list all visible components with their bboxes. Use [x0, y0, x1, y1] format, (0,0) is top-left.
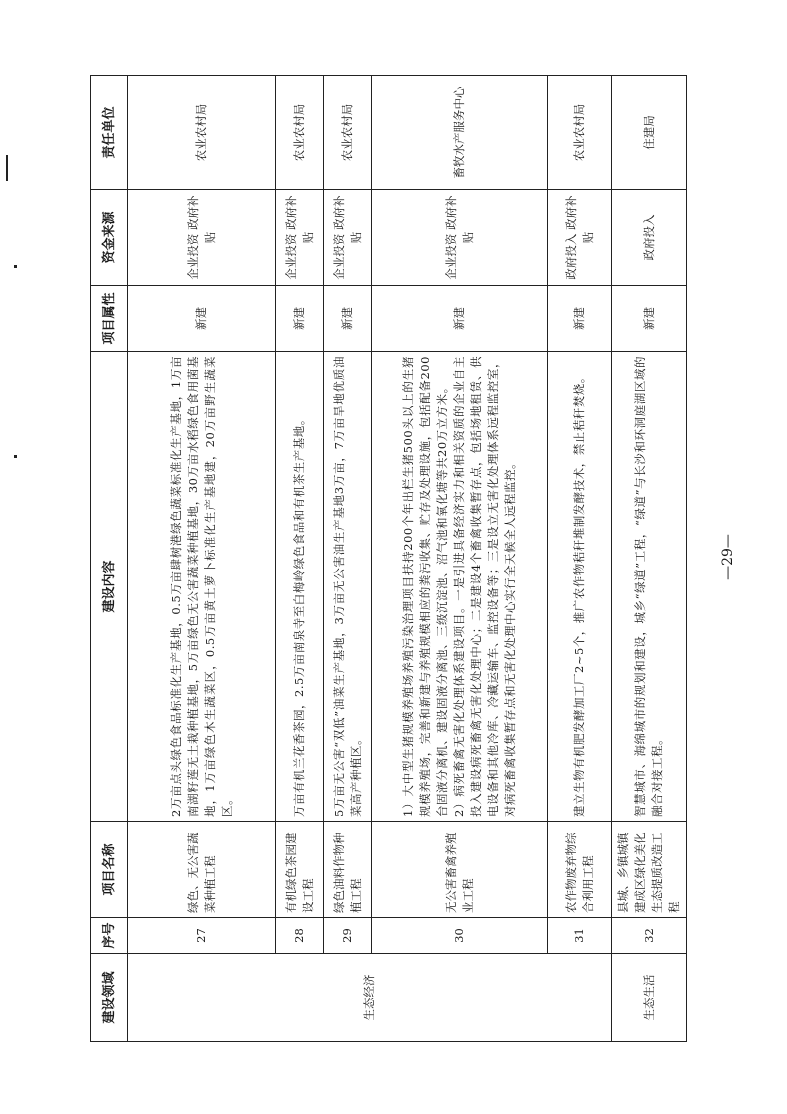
- table-row: [276, 76, 324, 1042]
- table-row: [548, 76, 612, 1042]
- domain-cell-eco: 生态经济: [128, 954, 612, 1042]
- header-unit: 责任单位: [91, 76, 128, 190]
- domain-cell-life: 生态生活: [612, 954, 687, 1042]
- row-unit: 农业农村局: [276, 76, 324, 190]
- content-part-2: 2）病死畜禽无害化处理体系建设项目。一是引进具备经济实力和相关资质的企业自主投入建设病死畜禽无害化处理中心；二是建设4个畜禽收集暂存点，包括场地租赁、供电设备和其他冷库、冷藏运输车、监控设备等；三是设立无害化处理体系远程监控室，对病死畜禽收集暂存点和无害化处理中心实行全天候全人远程监控。: [452, 356, 517, 817]
- page-number: —29—: [720, 534, 736, 580]
- row-no: 30: [372, 918, 548, 954]
- row-attr: 新建: [324, 286, 372, 352]
- row-fund: 政府投入 政府补贴: [548, 190, 612, 286]
- row-name: 绿色油料作物种植工程: [324, 822, 372, 918]
- header-attr: 项目属性: [91, 286, 128, 352]
- row-content: 万亩有机兰花香茶园，2.5万亩南泉寺至白梅岭绿色食品和有机茶生产基地。: [276, 352, 324, 822]
- row-attr: 新建: [128, 286, 276, 352]
- row-fund: 企业投资 政府补贴: [128, 190, 276, 286]
- row-no: 31: [548, 918, 612, 954]
- row-content: 智慧城市、海绵城市的规划和建设，城乡“绿道”工程，“绿道”与长沙和环洞庭湖区域的融合对接工程。: [612, 352, 687, 822]
- row-unit: 农业农村局: [548, 76, 612, 190]
- content-part-1: 1）大中型生猪规模养殖场养殖污染治理项目扶持200个年出栏生猪500头以上的生猪规模养殖场，完善和新建与养殖规模相应的粪污收集、贮存及处理设施，包括配备200台固液分离机、建设固液分离池、三级沉淀池、沼气池和氧化塘等共20万立方米。: [401, 356, 449, 817]
- row-fund: 企业投资 政府补贴: [372, 190, 548, 286]
- row-no: 27: [128, 918, 276, 954]
- row-fund: 政府投入: [612, 190, 687, 286]
- row-content: [372, 352, 548, 822]
- row-name: 农作物废弃物综合利用工程: [548, 822, 612, 918]
- project-table: [90, 75, 687, 1042]
- row-no: 29: [324, 918, 372, 954]
- row-attr: 新建: [548, 286, 612, 352]
- row-name: 绿色、无公害蔬菜种植工程: [128, 822, 276, 918]
- header-content: 建设内容: [91, 352, 128, 822]
- row-content: 2万亩点头绿色食品标准化生产基地，0.5万亩肆树港绿色蔬菜标准化生产基地，1万亩南湖籽莲无土栽种植基地，5万亩绿色无公害蔬菜种植基地，30万亩水稻绿色食用菌基地，1万亩绿色木生蔬菜区，0.5万亩黄土萝卜标准化生产基地建，20万亩野生蔬菜区。: [128, 352, 276, 822]
- row-unit: 住建局: [612, 76, 687, 190]
- row-name: 县城、乡镇城镇建成区绿化美化生态提质改造工程: [612, 822, 687, 918]
- row-no: 28: [276, 918, 324, 954]
- header-row: [91, 76, 128, 1042]
- header-domain: 建设领域: [91, 954, 128, 1042]
- row-name: 无公害畜禽养殖业工程: [372, 822, 548, 918]
- header-fund: 资金来源: [91, 190, 128, 286]
- row-content: 建立生物有机肥发酵加工厂2~5个，推广农作物秸秆堆制发酵技术，禁止秸秆焚烧。: [548, 352, 612, 822]
- row-name: 有机绿色茶园建设工程: [276, 822, 324, 918]
- row-content: 5万亩无公害“双低”油菜生产基地，3万亩无公害油生产基地3万亩，7万亩旱地优质油菜高产种植区。: [324, 352, 372, 822]
- row-fund: 企业投资 政府补贴: [276, 190, 324, 286]
- row-unit: 农业农村局: [324, 76, 372, 190]
- row-unit: 农业农村局: [128, 76, 276, 190]
- row-attr: 新建: [372, 286, 548, 352]
- table-row: [612, 76, 687, 1042]
- row-fund: 企业投资 政府补贴: [324, 190, 372, 286]
- header-name: 项目名称: [91, 822, 128, 918]
- table-row: [128, 76, 276, 1042]
- table-row: [372, 76, 548, 1042]
- header-no: 序号: [91, 918, 128, 954]
- row-attr: 新建: [612, 286, 687, 352]
- row-unit: 畜牧水产服务中心: [372, 76, 548, 190]
- table-row: [324, 76, 372, 1042]
- row-attr: 新建: [276, 286, 324, 352]
- row-no: 32: [612, 918, 687, 954]
